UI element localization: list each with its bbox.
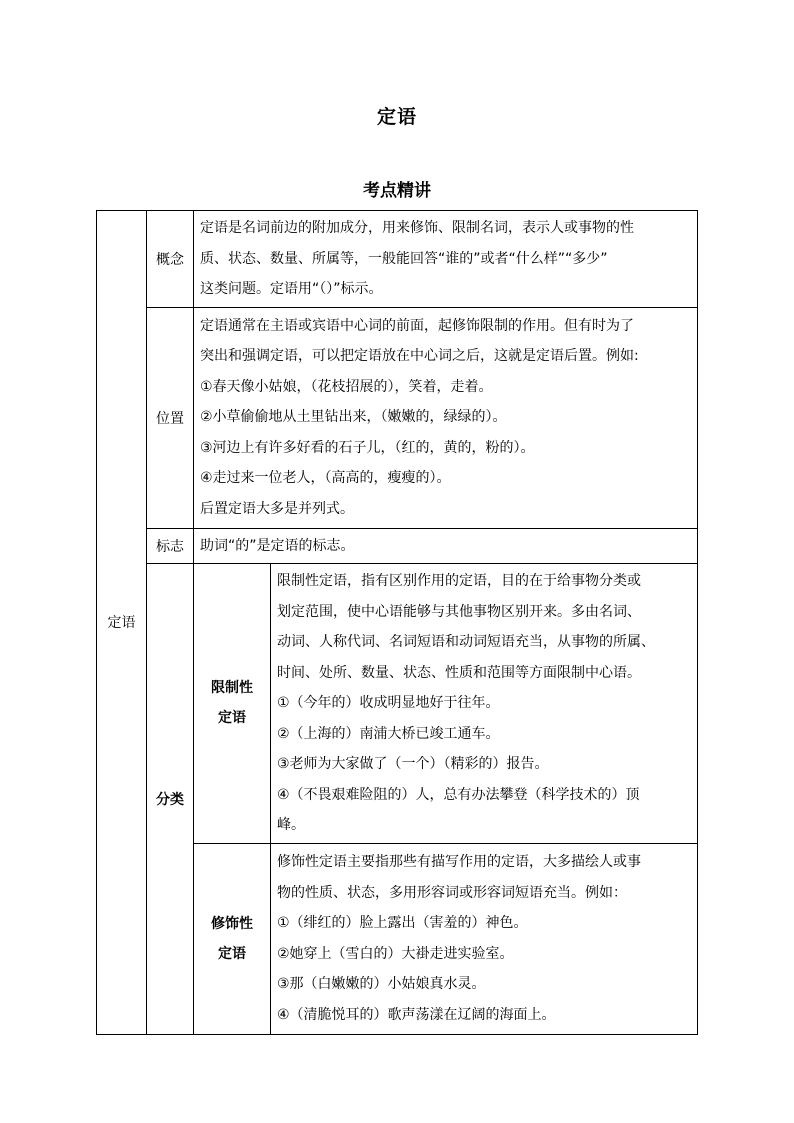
restrictive-line: ①（今年的）收成明显地好于往年。 bbox=[277, 695, 500, 711]
marker-label: 标志 bbox=[156, 538, 184, 555]
classification-label: 分类 bbox=[156, 791, 184, 808]
restrictive-row bbox=[97, 564, 698, 844]
restrictive-line: 限制性定语，指有区别作用的定语，目的在于给事物分类或 bbox=[277, 573, 641, 589]
position-row bbox=[97, 307, 698, 528]
marker-row bbox=[97, 528, 698, 564]
descriptive-line: ③那（白嫩嫩的）小姑娘真水灵。 bbox=[277, 976, 486, 992]
descriptive-line: 修饰性定语主要指那些有描写作用的定语，大多描绘人或事 bbox=[277, 854, 641, 870]
restrictive-line: ②（上海的）南浦大桥已竣工通车。 bbox=[277, 725, 500, 742]
main-label: 定语 bbox=[107, 615, 136, 632]
descriptive-label-line: 定语 bbox=[218, 945, 246, 962]
descriptive-label-line: 修饰性 bbox=[211, 915, 253, 932]
restrictive-line: 时间、处所、数量、状态、性质和范围等方面限制中心语。 bbox=[277, 664, 641, 681]
restrictive-label-line: 定语 bbox=[218, 710, 246, 727]
concept-label-cell bbox=[147, 211, 194, 308]
restrictive-label-cell bbox=[194, 564, 271, 844]
descriptive-line: ④（清脆悦耳的）歌声荡漾在辽阔的海面上。 bbox=[277, 1006, 556, 1023]
position-label-cell bbox=[147, 307, 194, 528]
marker-label-cell bbox=[147, 528, 194, 564]
document-title: 定语 bbox=[376, 106, 417, 128]
restrictive-line: ③老师为大家做了（一个）（精彩的）报告。 bbox=[277, 756, 549, 772]
concept-text bbox=[194, 211, 698, 308]
position-line: ③河边上有许多好看的石子儿，（红的，黄的，粉的）。 bbox=[200, 439, 535, 456]
restrictive-line: 峰。 bbox=[277, 817, 305, 833]
position-label: 位置 bbox=[156, 410, 184, 427]
marker-text: 助词“的”是定语的标志。 bbox=[200, 537, 355, 554]
concept-row bbox=[97, 211, 698, 308]
descriptive-label-cell bbox=[194, 843, 271, 1034]
descriptive-line: 物的性质、状态，多用形容词或形容词短语充当。例如： bbox=[277, 884, 627, 901]
position-line: ②小草偷偷地从土里钻出来，（嫩嫩的，绿绿的）。 bbox=[200, 409, 507, 426]
concept-label: 概念 bbox=[156, 251, 184, 268]
position-line: ①春天像小姑娘，（花枝招展的），笑着，走着。 bbox=[200, 378, 493, 395]
marker-text-cell bbox=[194, 528, 698, 564]
descriptive-line: ②她穿上（雪白的）大褂走进实验室。 bbox=[277, 945, 514, 962]
main-label-cell bbox=[97, 211, 147, 1035]
concept-line: 这类问题。定语用“（）”标示。 bbox=[200, 281, 383, 297]
restrictive-text bbox=[271, 564, 698, 844]
concept-line: 质、状态、数量、所属等，一般能回答“谁的”或者“什么样”“多少” bbox=[200, 250, 608, 267]
concept-line: 定语是名词前边的附加成分，用来修饰、限制名词，表示人或事物的性 bbox=[200, 220, 634, 236]
classification-label-cell bbox=[147, 564, 194, 1035]
restrictive-line: 划定范围，使中心语能够与其他事物区别开来。多由名词、 bbox=[277, 603, 641, 620]
descriptive-text bbox=[271, 843, 698, 1034]
grammar-table bbox=[96, 210, 698, 1035]
restrictive-line: 动词、人称代词、名词短语和动词短语充当，从事物的所属、 bbox=[277, 634, 655, 650]
descriptive-line: ①（绯红的）脸上露出（害羞的）神色。 bbox=[277, 915, 528, 931]
position-line: 后置定语大多是并列式。 bbox=[200, 500, 354, 517]
section-title: 考点精讲 bbox=[363, 181, 431, 201]
position-text bbox=[194, 307, 698, 528]
restrictive-line: ④（不畏艰难险阻的）人，总有办法攀登（科学技术的）顶 bbox=[277, 786, 640, 803]
position-line: 突出和强调定语，可以把定语放在中心词之后，这就是定语后置。例如: bbox=[200, 348, 639, 365]
restrictive-label-line: 限制性 bbox=[211, 680, 253, 697]
position-line: 定语通常在主语或宾语中心词的前面，起修饰限制的作用。但有时为了 bbox=[200, 317, 634, 334]
position-line: ④走过来一位老人，（高高的，瘦瘦的）。 bbox=[200, 470, 451, 487]
